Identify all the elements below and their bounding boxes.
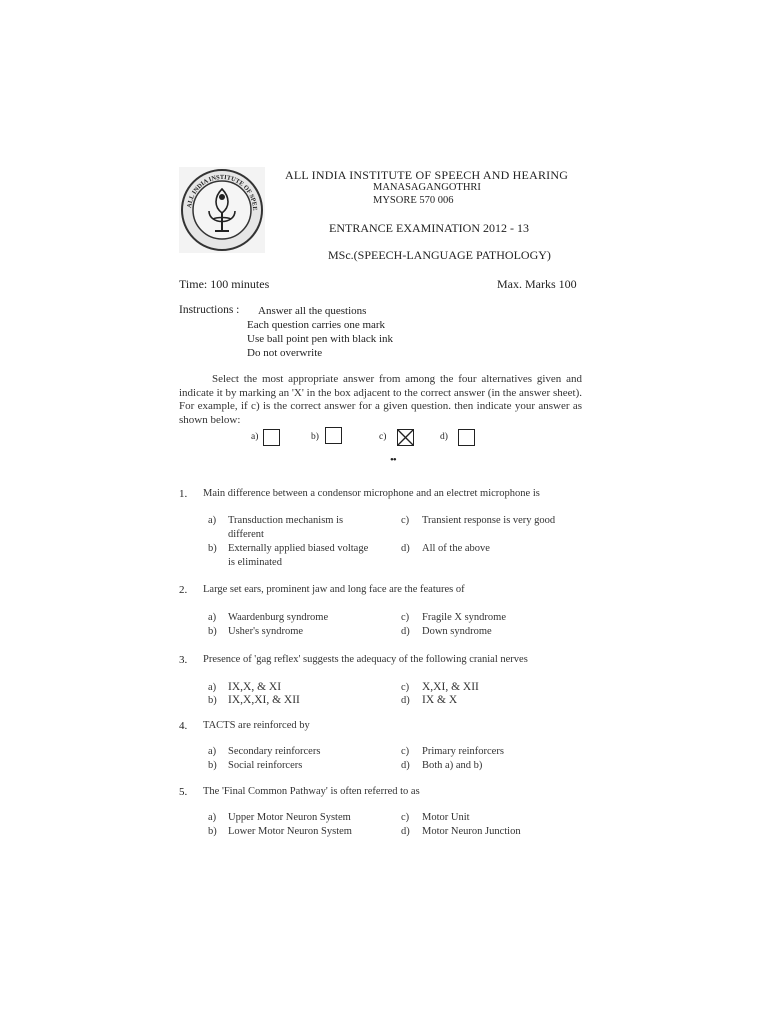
option-text: Waardenburg syndrome [228, 612, 329, 623]
option-text: Usher's syndrome [228, 626, 304, 637]
option-text: Both a) and b) [422, 760, 483, 771]
instruction-item: Each question carries one mark [247, 319, 386, 331]
option-text: Motor Neuron Junction [422, 826, 521, 837]
example-box-c-marked [397, 429, 414, 446]
option-label: b) [208, 626, 217, 637]
question-text: Main difference between a condensor microphone and an electret microphone is [203, 488, 540, 499]
option-label: d) [401, 543, 410, 554]
option-text: All of the above [422, 543, 490, 554]
question-number: 1. [179, 488, 188, 500]
question-text: Large set ears, prominent jaw and long face are the features of [203, 584, 465, 595]
example-label-c: c) [379, 432, 387, 442]
question-text: TACTS are reinforced by [203, 720, 310, 731]
option-label: d) [401, 826, 410, 837]
option-label: a) [208, 682, 217, 693]
institute-city: MYSORE 570 006 [373, 195, 454, 206]
option-label: d) [401, 760, 410, 771]
option-label: a) [208, 515, 217, 526]
question-number: 4. [179, 720, 188, 732]
option-label: c) [401, 746, 410, 757]
option-label: d) [401, 695, 410, 706]
option-label: c) [401, 812, 410, 823]
option-text: Transduction mechanism is [228, 515, 344, 526]
option-text: Externally applied biased voltage [228, 543, 369, 554]
option-text: IX,X,XI, & XII [228, 694, 300, 706]
option-label: b) [208, 826, 217, 837]
option-text: Primary reinforcers [422, 746, 504, 757]
institute-seal [179, 167, 265, 253]
option-text: Social reinforcers [228, 760, 303, 771]
option-text: IX & X [422, 694, 458, 706]
example-box-b [325, 427, 342, 444]
option-text: Upper Motor Neuron System [228, 812, 351, 823]
option-text: Lower Motor Neuron System [228, 826, 352, 837]
option-label: b) [208, 760, 217, 771]
question-number: 2. [179, 584, 188, 596]
option-label: c) [401, 682, 410, 693]
cross-mark-icon [397, 429, 414, 446]
option-text: Transient response is very good [422, 515, 556, 526]
option-text: IX,X, & XI [228, 681, 282, 693]
question-number: 3. [179, 654, 188, 666]
option-label: a) [208, 746, 217, 757]
option-text: Motor Unit [422, 812, 470, 823]
option-text: X,XI, & XII [422, 681, 479, 693]
option-label: a) [208, 612, 217, 623]
example-label-d: d) [440, 432, 448, 442]
example-label-a: a) [251, 432, 259, 442]
option-text-continued: different [228, 529, 264, 540]
option-label: c) [401, 612, 410, 623]
institute-place: MANASAGANGOTHRI [373, 182, 481, 193]
example-box-d [458, 429, 475, 446]
option-text-continued: is eliminated [228, 557, 282, 568]
question-text: Presence of 'gag reflex' suggests the adequacy of the following cranial nerves [203, 654, 528, 665]
course-title: MSc.(SPEECH-LANGUAGE PATHOLOGY) [328, 248, 551, 262]
option-label: c) [401, 515, 410, 526]
question-number: 5. [179, 786, 188, 798]
separator-dots: •• [390, 454, 396, 466]
question-text: The 'Final Common Pathway' is often referred to as [203, 786, 420, 797]
instruction-item: Use ball point pen with black ink [247, 333, 394, 345]
guidance-paragraph: Select the most appropriate answer from among the four alternatives given and indicate it by marking an 'X' in the box adjacent to the correct answer (in the answer sheet). For example, if c) is the correct answer for a given question. then indicate your answer as shown below: [179, 373, 582, 426]
example-box-a [263, 429, 280, 446]
option-text: Fragile X syndrome [422, 612, 506, 623]
exam-time: Time: 100 minutes [179, 277, 270, 291]
max-marks: Max. Marks 100 [497, 277, 577, 291]
example-label-b: b) [311, 432, 319, 442]
instruction-item: Do not overwrite [247, 347, 323, 359]
exam-title: ENTRANCE EXAMINATION 2012 - 13 [329, 221, 529, 235]
option-label: d) [401, 626, 410, 637]
option-label: a) [208, 812, 217, 823]
instruction-item: Answer all the questions [258, 305, 367, 317]
option-label: b) [208, 543, 217, 554]
option-text: Secondary reinforcers [228, 746, 321, 757]
instructions-label: Instructions : [179, 304, 240, 316]
option-label: b) [208, 695, 217, 706]
seal-text: ALL INDIA INSTITUTE OF SPEE [186, 173, 259, 211]
institute-name: ALL INDIA INSTITUTE OF SPEECH AND HEARING [285, 168, 569, 182]
option-text: Down syndrome [422, 626, 492, 637]
